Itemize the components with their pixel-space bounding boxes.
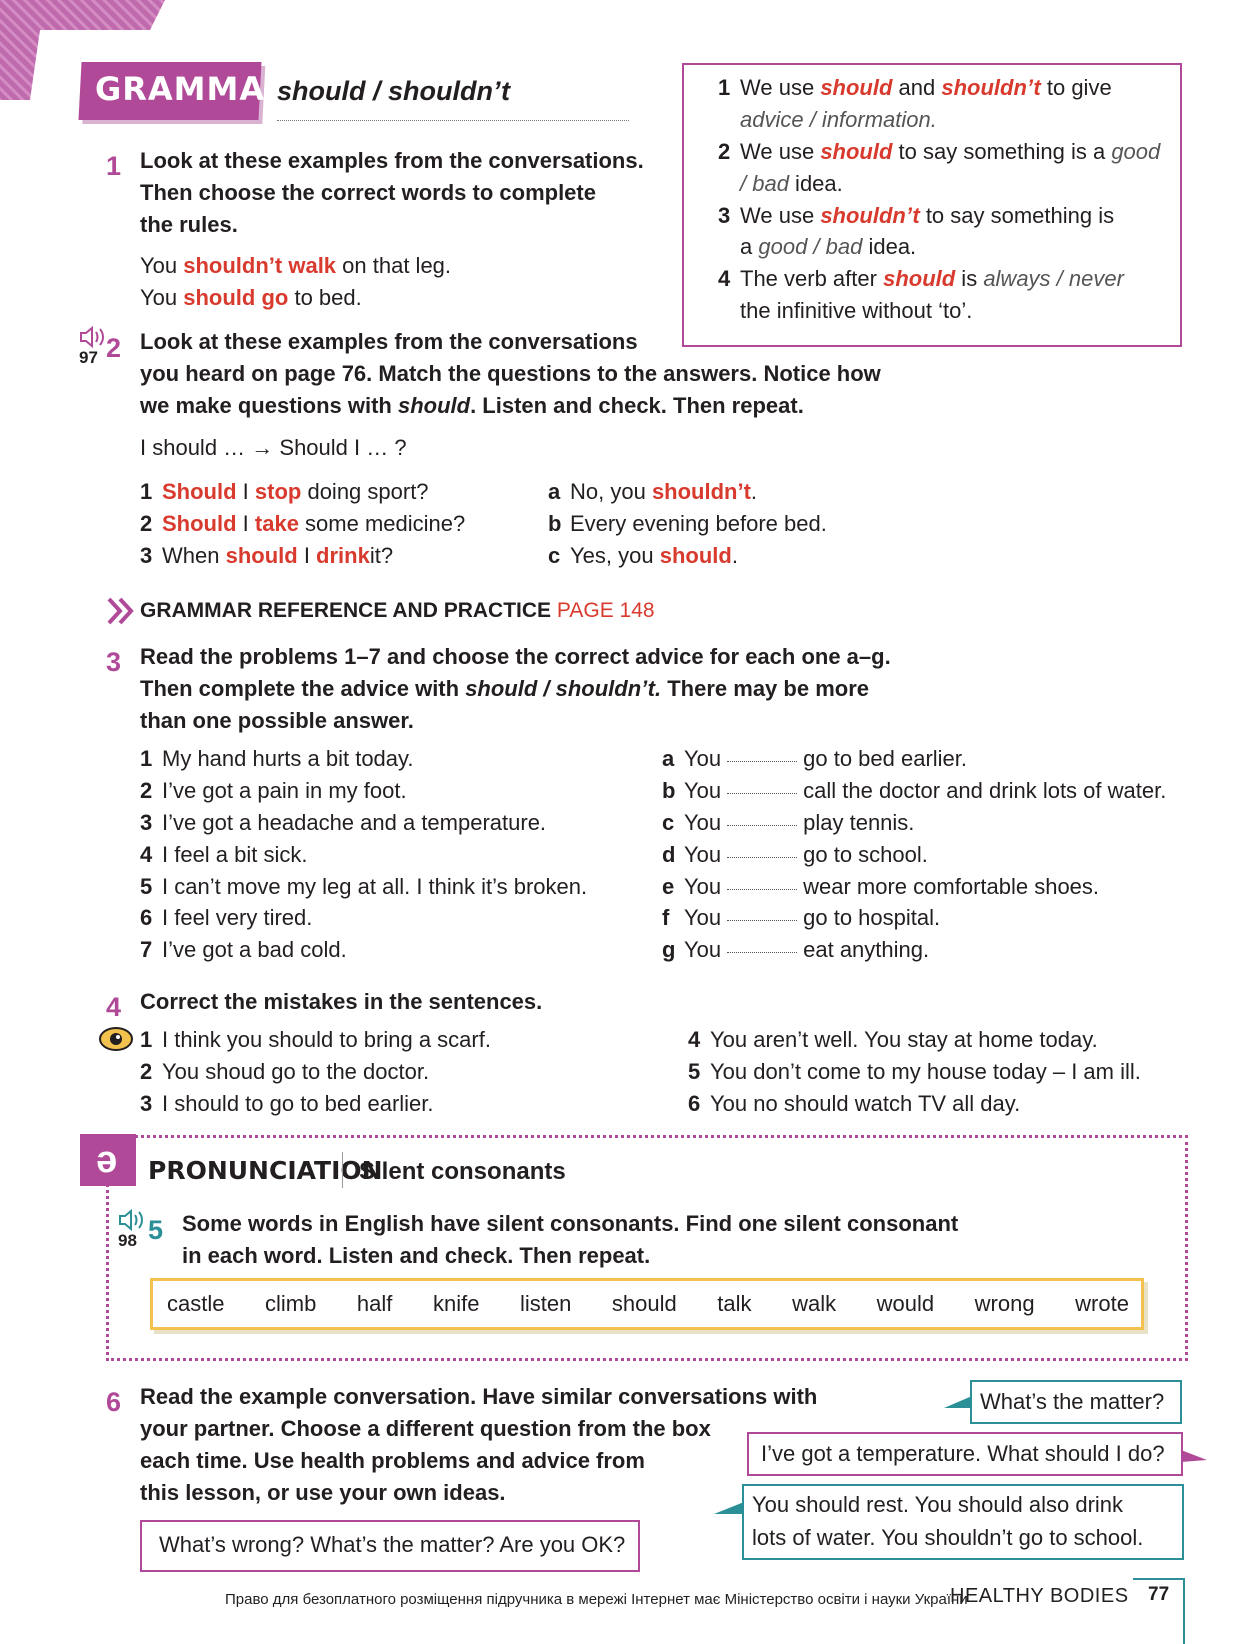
rules-list (718, 72, 1173, 327)
footer-rule (1183, 1578, 1185, 1644)
speech-bubble-teal-2: You should rest. You should also drink lots of water. You shouldn’t go to school. (742, 1484, 1184, 1560)
audio-track-98: 98 (118, 1231, 137, 1250)
grammar-title: should / shouldn’t (277, 76, 510, 106)
problem-item: 5 I can’t move my leg at all. I think it’s broken. (140, 873, 588, 899)
advice-item: e You wear more comfortable shoes. (662, 871, 1166, 903)
problem-item: 1 My hand hurts a bit today. (140, 746, 414, 771)
problem-item: 3 I’ve got a headache and a temperature. (140, 809, 547, 835)
ex2-questions (140, 476, 465, 572)
page-number: 77 (1148, 1584, 1170, 1605)
advice-item: g You eat anything. (662, 934, 1166, 966)
problem-item: 6 I feel very tired. (140, 905, 313, 931)
speech-bubble-purple: I’ve got a temperature. What should I do? (747, 1432, 1183, 1476)
word-box (150, 1278, 1144, 1330)
word-item: wrote (1075, 1291, 1129, 1317)
word-item: wrong (974, 1291, 1035, 1317)
ex2-instructions: Look at these examples from the conversations you heard on page 76. Match the questions to the answers. Notice how we make questions with should. Listen and check. Then repeat. (140, 329, 881, 418)
eye-icon (98, 1026, 134, 1061)
ex6-number: 6 (106, 1387, 122, 1417)
ex4-number: 4 (106, 992, 122, 1022)
word-item: walk (792, 1291, 837, 1317)
rule-3: 3 We use shouldn’t to say something is a good / bad idea. (718, 202, 1115, 260)
mistake-sentence: 2 You shoud go to the doctor. (140, 1058, 430, 1084)
mistake-sentence: 3 I should to go to bed earlier. (140, 1090, 434, 1116)
rule-1: 1 We use should and shouldn’t to give advice / information. (718, 75, 1112, 132)
ex3-problems (140, 743, 587, 966)
word-item: castle (167, 1291, 225, 1317)
ex4-right (688, 1024, 1141, 1120)
answer-blank[interactable] (727, 871, 797, 890)
pronunciation-title: Silent consonants (359, 1158, 566, 1185)
ex2-number: 2 (106, 333, 122, 363)
advice-item: b You call the doctor and drink lots of water. (662, 775, 1166, 807)
answer-c: c Yes, you should . (548, 542, 738, 568)
schwa-symbol: ə (96, 1139, 118, 1181)
answer-b: b Every evening before bed. (548, 510, 827, 536)
answer-blank[interactable] (727, 775, 797, 794)
ex4-instructions: Correct the mistakes in the sentences. (140, 989, 543, 1014)
ex3-number: 3 (106, 647, 122, 677)
double-chevron-icon (106, 596, 136, 635)
question-1: 1 Should I stop doing sport? (140, 479, 429, 504)
bubble-tail (1181, 1450, 1207, 1464)
word-item: would (876, 1291, 935, 1317)
advice-item: a You go to bed earlier. (662, 743, 1166, 775)
answer-blank[interactable] (727, 743, 797, 762)
word-item: listen (519, 1291, 572, 1317)
grammar-tag-label: GRAMMAR (95, 70, 291, 108)
ex1-example-b: You should go to bed. (140, 284, 362, 310)
advice-item: c You play tennis. (662, 807, 1166, 839)
ex1-example-a: You shouldn’t walk on that leg. (140, 253, 452, 278)
answer-blank[interactable] (727, 807, 797, 826)
ex5-instructions: Some words in English have silent consonants. Find one silent consonant in each word. Listen and check. Then repeat. (182, 1211, 959, 1268)
mistake-sentence: 1 I think you should to bring a scarf. (140, 1027, 491, 1052)
advice-item: f You go to hospital. (662, 902, 1166, 934)
bubble-tail (944, 1396, 972, 1410)
pronunciation-divider (342, 1152, 343, 1188)
ex2-answers (548, 476, 827, 572)
ex3-advice (662, 743, 1166, 966)
bubble-tail (714, 1502, 744, 1516)
rule-4: 4 The verb after should is always / never the infinitive without ‘to’. (718, 266, 1124, 324)
ex3-instructions: Read the problems 1–7 and choose the correct advice for each one a–g. Then complete the advice with should / shouldn’t. There may be more than one possible answer. (140, 644, 891, 733)
title-underline (277, 120, 629, 121)
problem-item: 7 I’ve got a bad cold. (140, 937, 347, 963)
answer-blank[interactable] (727, 839, 797, 858)
word-item: half (356, 1291, 393, 1317)
speech-bubble-teal-1: What’s the matter? (970, 1380, 1182, 1424)
mistake-sentence: 6 You no should watch TV all day. (688, 1090, 1021, 1116)
answer-blank[interactable] (727, 902, 797, 921)
word-item: should (611, 1291, 677, 1317)
answer-a: a No, you shouldn’t . (548, 479, 758, 504)
problem-item: 4 I feel a bit sick. (140, 841, 308, 867)
footer-section: HEALTHY BODIES (950, 1585, 1129, 1607)
rule-2: 2 We use should to say something is a good / bad idea. (718, 138, 1161, 196)
ex1-examples (140, 250, 451, 314)
word-item: climb (265, 1291, 317, 1317)
question-2: 2 Should I take some medicine? (140, 510, 466, 536)
footer-divider (1133, 1578, 1185, 1580)
footer-notice: Право для безоплатного розміщення підручника в мережі Інтернет має Міністерство освіти і науки України (225, 1591, 968, 1608)
word-item: knife (432, 1291, 480, 1317)
mistake-sentence: 5 You don’t come to my house today – I am ill. (688, 1058, 1141, 1084)
answer-blank[interactable] (727, 934, 797, 953)
ex5-number: 5 (148, 1215, 164, 1245)
ex4-left (140, 1024, 491, 1120)
ex6-instructions: Read the example conversation. Have similar conversations with your partner. Choose a different question from the box each time. Use health problems and advice from this lesson, or use your own ideas. (140, 1384, 818, 1505)
word-item: talk (717, 1291, 752, 1317)
pronunciation-tag: PRONUNCIATION (148, 1156, 383, 1185)
question-box: What’s wrong? What’s the matter? Are you OK? (140, 1520, 640, 1572)
ex2-pattern: I should … → Should I … ? (140, 435, 407, 460)
advice-item: d You go to school. (662, 839, 1166, 871)
ex1-number: 1 (106, 151, 122, 181)
grammar-reference-link[interactable]: GRAMMAR REFERENCE AND PRACTICE PAGE 148 (140, 599, 655, 622)
ex1-instructions: Look at these examples from the conversations. Then choose the correct words to complete the rules. (140, 148, 644, 237)
question-3: 3 When should I drink it? (140, 542, 394, 568)
mistake-sentence: 4 You aren’t well. You stay at home today. (688, 1027, 1098, 1052)
audio-track-97: 97 (79, 348, 98, 367)
problem-item: 2 I’ve got a pain in my foot. (140, 777, 407, 803)
